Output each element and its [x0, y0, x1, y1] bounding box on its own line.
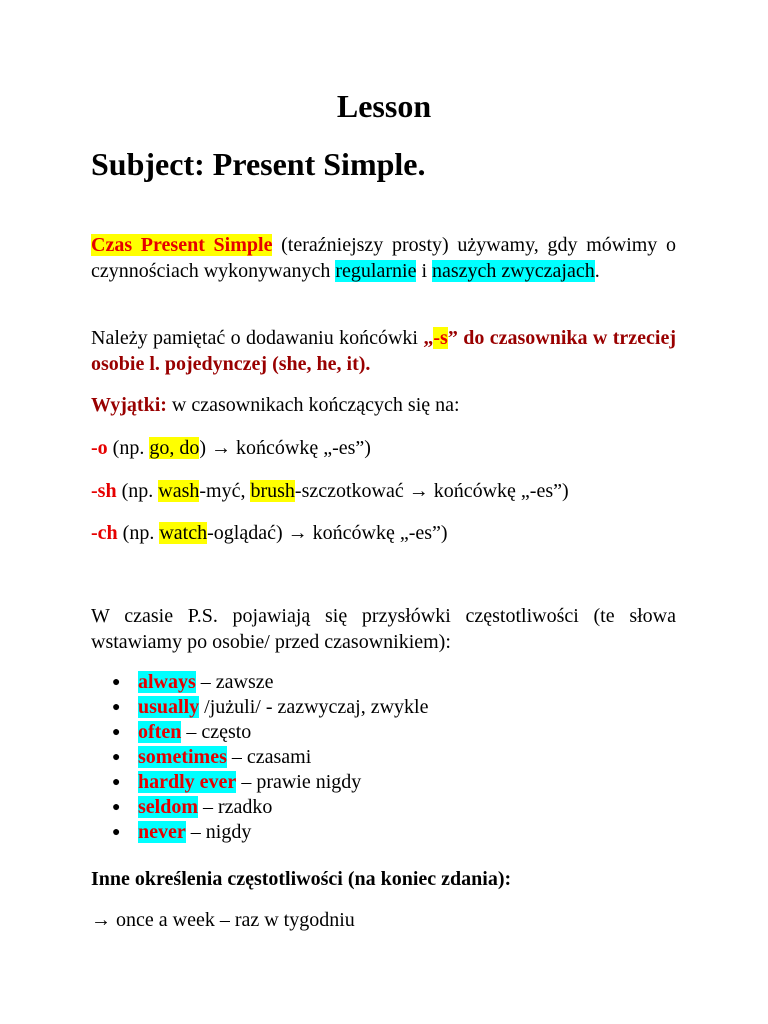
adverbs-list [91, 670, 429, 845]
adverb-word: usually [138, 696, 200, 718]
rule-text-2: ” do czasownika w trzeciej osobie l. pojedynczej (she, he, it). [91, 327, 676, 375]
exception-word: brush [250, 480, 295, 502]
exception-pre: (np. [107, 437, 150, 459]
exception-ending: -ch [91, 522, 118, 544]
exceptions-label: Wyjątki: [91, 394, 167, 416]
list-item [91, 795, 429, 820]
exception-post: -szczotkować → końcówkę „-es”) [294, 480, 569, 502]
bullet-icon: ● [112, 675, 121, 690]
adverb-word: sometimes [138, 746, 227, 768]
bullet-icon: ● [112, 800, 121, 815]
list-item [91, 695, 429, 720]
intro-text-1: (teraźniejszy prosty) używamy, gdy mówimy o czynnościach wykonywanych [91, 234, 676, 282]
page-title: Lesson [336, 88, 432, 124]
exception-row [91, 478, 569, 504]
exception-word: go, do [149, 437, 200, 459]
bullet-icon: ● [112, 825, 121, 840]
intro-text-2: i [416, 260, 433, 282]
exception-pre: (np. [117, 522, 160, 544]
adverb-meaning: – często [181, 721, 252, 743]
adverb-meaning: /jużuli/ - zazwyczaj, zwykle [199, 696, 429, 718]
exception-word: wash [158, 480, 200, 502]
rule-paragraph [91, 325, 676, 377]
intro-term: Czas Present Simple [91, 234, 273, 256]
intro-text-3: . [594, 260, 600, 282]
exceptions-line [91, 392, 460, 418]
intro-paragraph [91, 232, 676, 284]
adverb-word: never [138, 821, 186, 843]
exception-mid: -oglądać) → końcówkę „-es”) [207, 522, 448, 544]
adverb-word: hardly ever [138, 771, 237, 793]
adverb-meaning: – zawsze [195, 671, 274, 693]
list-item [91, 670, 429, 695]
list-item [91, 820, 429, 845]
exceptions-text: w czasownikach kończących się na: [166, 394, 460, 416]
adverb-meaning: – czasami [226, 746, 312, 768]
exception-ending: -o [91, 437, 108, 459]
exception-post: ) → końcówkę „-es”) [199, 437, 371, 459]
rule-quote-open: „ [423, 327, 434, 349]
exception-row [91, 435, 371, 461]
bullet-icon: ● [112, 775, 121, 790]
adverb-meaning: – rzadko [198, 796, 273, 818]
list-item [91, 770, 429, 795]
adverb-meaning: – nigdy [185, 821, 252, 843]
list-item [91, 720, 429, 745]
list-item [91, 745, 429, 770]
adverb-word: always [138, 671, 196, 693]
bullet-icon: ● [112, 725, 121, 740]
intro-highlight-regularly: regularnie [335, 260, 417, 282]
exception-row [91, 520, 448, 546]
exception-word: watch [159, 522, 208, 544]
exception-pre: (np. [116, 480, 159, 502]
adverb-meaning: – prawie nigdy [236, 771, 362, 793]
other-frequency-heading: Inne określenia częstotliwości (na koniec zdania): [91, 868, 512, 890]
exception-ending: -sh [91, 480, 117, 502]
adverb-word: often [138, 721, 182, 743]
bullet-icon: ● [112, 700, 121, 715]
adverbs-intro: W czasie P.S. pojawiają się przysłówki częstotliwości (te słowa wstawiamy po osobie/ przed czasownikiem): [91, 605, 676, 653]
bullet-icon: ● [112, 750, 121, 765]
subject-heading: Subject: Present Simple. [91, 146, 426, 182]
intro-highlight-habits: naszych zwyczajach [432, 260, 595, 282]
other-frequency-example: → once a week – raz w tygodniu [91, 909, 355, 931]
exception-mid: -myć, [199, 480, 251, 502]
adverb-word: seldom [138, 796, 198, 818]
rule-ending: -s [433, 327, 448, 349]
rule-text-1: Należy pamiętać o dodawaniu końcówki [91, 327, 424, 349]
